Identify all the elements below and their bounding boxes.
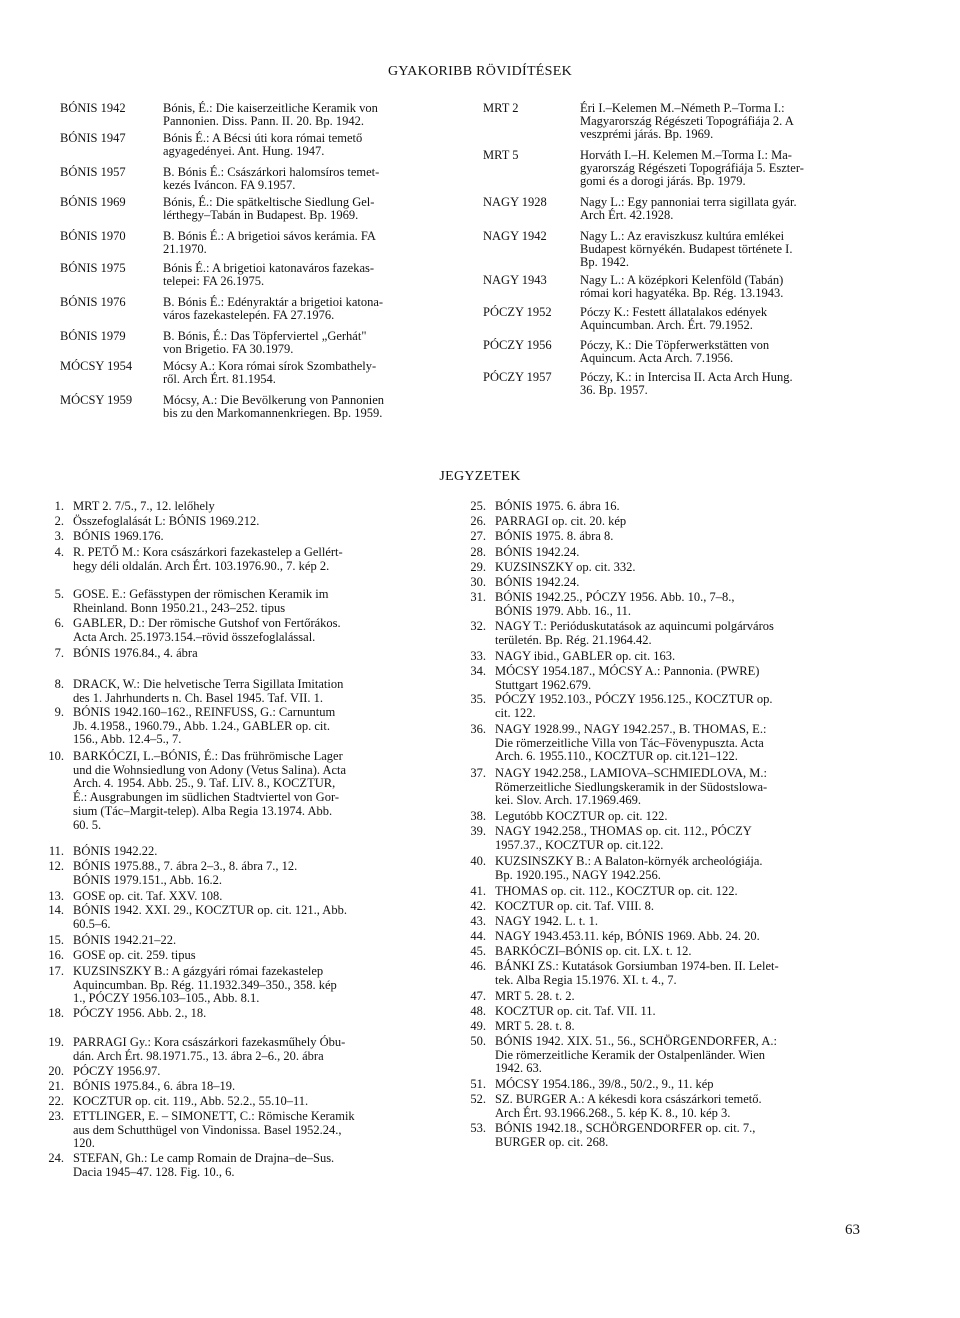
note-text: PARRAGI op. cit. 20. kép	[495, 514, 627, 528]
note-text: BARKÓCZI, L.–BÓNIS, É.: Das frührömische Lager und die Wohnsiedlung von Adony (Vetus Salina). Acta Arch. 4. 1954. Abb. 25., 9. Taf. LIV. 8., KOCZTUR, É.: Ausgrabungen im südlichen Stadtviertel von Gor- sium (Tác–Margit-telep). Alba Regia 13.1974. Abb. 60. 5.	[73, 749, 347, 832]
note-text: NAGY ibid., GABLER op. cit. 163.	[495, 649, 676, 663]
note-text: NAGY 1942.258., LAMIOVA–SCHMIEDLOVA, M.: Römerzeitliche Siedlungskeramik in der Südostslowa- kei. Slov. Arch. 17.1969.469.	[495, 766, 768, 808]
abbreviation-citation: Mócsy A.: Kora római sírok Szombathely- ről. Arch Ért. 81.1954.	[163, 359, 377, 386]
abbreviation-key: MÓCSY 1959	[60, 393, 133, 407]
notes-heading: JEGYZETEK	[439, 469, 521, 484]
note-number: 36.	[470, 722, 486, 736]
note-number: 29.	[470, 560, 486, 574]
note-number: 26.	[470, 514, 486, 528]
note-text: NAGY 1942.258., THOMAS op. cit. 112., PÓCZY 1957.37., KOCZTUR op. cit.122.	[495, 824, 752, 852]
abbreviation-key: BÓNIS 1975	[60, 261, 126, 275]
note-number: 20.	[48, 1064, 64, 1078]
note-text: BÓNIS 1942.22.	[73, 844, 158, 858]
note-number: 44.	[470, 929, 486, 943]
abbreviation-key: BÓNIS 1957	[60, 165, 126, 179]
abbreviation-key: BÓNIS 1970	[60, 229, 126, 243]
note-text: BARKÓCZI–BÓNIS op. cit. LX. t. 12.	[495, 944, 692, 958]
note-text: MÓCSY 1954.186., 39/8., 50/2., 9., 11. kép	[495, 1077, 714, 1091]
note-number: 41.	[470, 884, 486, 898]
abbreviation-key: BÓNIS 1947	[60, 131, 126, 145]
note-text: Legutóbb KOCZTUR op. cit. 122.	[495, 809, 668, 823]
note-text: PÓCZY 1956. Abb. 2., 18.	[73, 1006, 207, 1020]
abbreviation-citation: Bónis É.: A brigetioi katonaváros fazekas- telepei: FA 26.1975.	[163, 261, 375, 288]
note-text: NAGY 1943.453.11. kép, BÓNIS 1969. Abb. 24. 20.	[495, 929, 760, 943]
abbreviation-citation: Bónis É.: A Bécsi úti kora római temető agyagedényei. Ant. Hung. 1947.	[163, 131, 363, 158]
abbreviation-key: NAGY 1928	[483, 195, 547, 209]
note-text: MRT 5. 28. t. 8.	[495, 1019, 575, 1033]
note-number: 48.	[470, 1004, 486, 1018]
abbreviation-key: PÓCZY 1956	[483, 338, 552, 352]
note-text: PÓCZY 1952.103., PÓCZY 1956.125., KOCZTUR op. cit. 122.	[495, 692, 773, 720]
note-number: 43.	[470, 914, 486, 928]
abbreviation-key: PÓCZY 1957	[483, 370, 552, 384]
note-text: BÓNIS 1975.88., 7. ábra 2–3., 8. ábra 7., 12. BÓNIS 1979.151., Abb. 16.2.	[73, 859, 298, 887]
note-number: 10.	[48, 749, 64, 763]
note-number: 37.	[470, 766, 486, 780]
abbreviation-citation: Mócsy, A.: Die Bevölkerung von Pannonien bis zu den Markomannenkriegen. Bp. 1959.	[163, 393, 385, 420]
abbreviation-citation: B. Bónis É.: A brigetioi sávos kerámia. FA 21.1970.	[163, 229, 376, 256]
note-text: SZ. BURGER A.: A kékesdi kora császárkori temető. Arch Ért. 93.1966.268., 5. kép K. 8., 10. kép 3.	[495, 1092, 762, 1120]
abbreviation-key: MRT 5	[483, 148, 519, 162]
page-number: 63	[845, 1222, 860, 1238]
note-text: BÓNIS 1976.84., 4. ábra	[73, 646, 198, 660]
note-number: 40.	[470, 854, 486, 868]
note-number: 24.	[48, 1151, 64, 1165]
abbreviation-citation: Bónis, É.: Die spätkeltische Siedlung Gel- lérthegy–Tabán in Budapest. Bp. 1969.	[163, 195, 375, 222]
note-number: 49.	[470, 1019, 486, 1033]
note-text: KOCZTUR op. cit. Taf. VIII. 8.	[495, 899, 655, 913]
note-number: 30.	[470, 575, 486, 589]
note-number: 45.	[470, 944, 486, 958]
abbreviation-citation: Nagy L.: Az eraviszkusz kultúra emlékei Budapest környékén. Budapest története I. Bp. 1942.	[580, 229, 793, 269]
abbreviation-citation: Éri I.–Kelemen M.–Németh P.–Torma I.: Magyarország Régészeti Topográfiája 2. A veszprémi járás. Bp. 1969.	[580, 101, 794, 141]
note-number: 22.	[48, 1094, 64, 1108]
abbreviation-citation: B. Bónis É.: Edényraktár a brigetioi katona- város fazekastelepén. FA 27.1976.	[163, 295, 384, 322]
note-text: BÓNIS 1942. XXI. 29., KOCZTUR op. cit. 121., Abb. 60.5–6.	[73, 903, 347, 931]
abbreviation-citation: Póczy, K.: Die Töpferwerkstätten von Aquincum. Acta Arch. 7.1956.	[580, 338, 770, 365]
abbreviation-key: BÓNIS 1976	[60, 295, 126, 309]
note-text: PARRAGI Gy.: Kora császárkori fazekasműhely Óbu- dán. Arch Ért. 98.1971.75., 13. ábra 2–6., 20. ábra	[73, 1035, 346, 1063]
note-text: KUZSINSZKY B.: A Balaton-környék archeológiája. Bp. 1920.195., NAGY 1942.256.	[495, 854, 763, 882]
note-number: 53.	[470, 1121, 486, 1135]
note-number: 25.	[470, 499, 486, 513]
note-number: 21.	[48, 1079, 64, 1093]
note-number: 11.	[48, 844, 64, 858]
note-text: KOCZTUR op. cit. Taf. VII. 11.	[495, 1004, 656, 1018]
note-number: 2.	[54, 514, 64, 528]
note-number: 16.	[48, 948, 64, 962]
note-number: 50.	[470, 1034, 486, 1048]
note-number: 19.	[48, 1035, 64, 1049]
abbreviation-key: MÓCSY 1954	[60, 359, 133, 373]
note-text: NAGY 1928.99., NAGY 1942.257., B. THOMAS, E.: Die römerzeitliche Villa von Tác–Fövenypuszta. Acta Arch. 6. 1955.110., KOCZTUR op. cit.121–122.	[495, 722, 767, 764]
note-text: DRACK, W.: Die helvetische Terra Sigillata Imitation des 1. Jahrhunderts n. Ch. Basel 1945. Taf. VII. 1.	[73, 677, 344, 705]
abbreviation-citation: Póczy, K.: in Intercisa II. Acta Arch Hung. 36. Bp. 1957.	[580, 370, 793, 397]
note-number: 38.	[470, 809, 486, 823]
abbreviation-key: NAGY 1942	[483, 229, 547, 243]
abbreviation-key: PÓCZY 1952	[483, 305, 552, 319]
abbreviation-key: BÓNIS 1942	[60, 101, 126, 115]
note-number: 4.	[54, 545, 64, 559]
note-text: BÁNKI ZS.: Kutatások Gorsiumban 1974-ben. II. Lelet- tek. Alba Regia 15.1976. XI. t. 4., 7.	[495, 959, 779, 987]
note-text: BÓNIS 1942.21–22.	[73, 933, 177, 947]
note-text: BÓNIS 1942.25., PÓCZY 1956. Abb. 10., 7–8., BÓNIS 1979. Abb. 16., 11.	[495, 590, 735, 618]
note-text: KUZSINSZKY op. cit. 332.	[495, 560, 636, 574]
note-number: 8.	[54, 677, 64, 691]
note-text: MÓCSY 1954.187., MÓCSY A.: Pannonia. (PWRE) Stuttgart 1962.679.	[495, 664, 760, 692]
note-text: BÓNIS 1969.176.	[73, 529, 164, 543]
note-number: 47.	[470, 989, 486, 1003]
note-number: 52.	[470, 1092, 486, 1106]
note-number: 13.	[48, 889, 64, 903]
abbreviation-citation: Horváth I.–H. Kelemen M.–Torma I.: Ma- gyarország Régészeti Topográfiája 5. Eszter- gomi és a dorogi járás. Bp. 1979.	[580, 148, 804, 188]
note-number: 34.	[470, 664, 486, 678]
note-text: R. PETŐ M.: Kora császárkori fazekastelep a Gellért- hegy déli oldalán. Arch Ért. 103.1976.90., 7. kép 2.	[73, 545, 343, 573]
note-number: 15.	[48, 933, 64, 947]
note-text: BÓNIS 1975.84., 6. ábra 18–19.	[73, 1079, 236, 1093]
note-text: MRT 2. 7/5., 7., 12. lelőhely	[73, 499, 215, 513]
note-text: GOSE op. cit. 259. tipus	[73, 948, 196, 962]
note-text: BÓNIS 1942.24.	[495, 575, 580, 589]
note-text: THOMAS op. cit. 112., KOCZTUR op. cit. 122.	[495, 884, 738, 898]
note-number: 7.	[54, 646, 64, 660]
note-text: BÓNIS 1942.160–162., REINFUSS, G.: Carnuntum Jb. 4.1958., 1960.79., Abb. 1.24., GABLER op. cit. 156., Abb. 12.4–5., 7.	[73, 705, 336, 747]
note-number: 42.	[470, 899, 486, 913]
note-number: 39.	[470, 824, 486, 838]
note-text: NAGY T.: Perióduskutatások az aquincumi polgárváros területén. Bp. Rég. 21.1964.42.	[495, 619, 774, 647]
note-text: BÓNIS 1975. 6. ábra 16.	[495, 499, 620, 513]
note-number: 3.	[54, 529, 64, 543]
note-number: 14.	[48, 903, 64, 917]
note-text: ETTLINGER, E. – SIMONETT, C.: Römische Keramik aus dem Schutthügel von Vindonissa. Basel 1952.24., 120.	[73, 1109, 355, 1151]
note-number: 31.	[470, 590, 486, 604]
note-text: GOSE op. cit. Taf. XXV. 108.	[73, 889, 223, 903]
note-text: MRT 5. 28. t. 2.	[495, 989, 575, 1003]
abbreviations-heading: GYAKORIBB RÖVIDÍTÉSEK	[387, 64, 573, 79]
note-number: 46.	[470, 959, 486, 973]
abbreviation-key: MRT 2	[483, 101, 519, 115]
abbreviation-citation: Nagy L.: Egy pannoniai terra sigillata gyár. Arch Ért. 42.1928.	[580, 195, 797, 222]
abbreviation-citation: Bónis, É.: Die kaiserzeitliche Keramik von Pannonien. Diss. Pann. II. 20. Bp. 1942.	[163, 101, 378, 128]
note-text: Összefoglalását L: BÓNIS 1969.212.	[73, 514, 260, 528]
abbreviation-key: BÓNIS 1979	[60, 329, 126, 343]
abbreviation-citation: B. Bónis É.: Császárkori halomsíros temet- kezés Iváncon. FA 9.1957.	[163, 165, 380, 192]
note-number: 9.	[54, 705, 64, 719]
note-number: 33.	[470, 649, 486, 663]
abbreviation-citation: Nagy L.: A középkori Kelenföld (Tabán) római kori hagyatéka. Bp. Rég. 13.1943.	[580, 273, 784, 300]
abbreviation-key: BÓNIS 1969	[60, 195, 126, 209]
note-number: 18.	[48, 1006, 64, 1020]
note-number: 28.	[470, 545, 486, 559]
note-text: PÓCZY 1956.97.	[73, 1064, 161, 1078]
abbreviation-citation: B. Bónis, É.: Das Töpferviertel „Gerhát" von Brigetio. FA 30.1979.	[163, 329, 367, 356]
note-number: 51.	[470, 1077, 486, 1091]
note-number: 32.	[470, 619, 486, 633]
note-text: BÓNIS 1942. XIX. 51., 56., SCHÖRGENDORFER, A.: Die römerzeitliche Keramik der Ostalpenländer. Wien 1942. 63.	[495, 1034, 777, 1076]
abbreviation-key: NAGY 1943	[483, 273, 547, 287]
note-number: 35.	[470, 692, 486, 706]
note-number: 17.	[48, 964, 64, 978]
note-number: 12.	[48, 859, 64, 873]
note-number: 27.	[470, 529, 486, 543]
note-text: STEFAN, Gh.: Le camp Romain de Drajna–de–Sus. Dacia 1945–47. 128. Fig. 10., 6.	[73, 1151, 335, 1179]
note-text: KUZSINSZKY B.: A gázgyári római fazekastelep Aquincumban. Bp. Rég. 11.1932.349–350., 358. kép 1., PÓCZY 1956.103–105., Abb. 8.1.	[73, 964, 337, 1006]
note-number: 1.	[54, 499, 64, 513]
note-text: KOCZTUR op. cit. 119., Abb. 52.2., 55.10–11.	[73, 1094, 309, 1108]
note-text: GABLER, D.: Der römische Gutshof von Fertőrákos. Acta Arch. 25.1973.154.–rövid összefoglalással.	[73, 616, 341, 644]
note-text: NAGY 1942. L. t. 1.	[495, 914, 599, 928]
note-number: 23.	[48, 1109, 64, 1123]
note-number: 5.	[54, 587, 64, 601]
note-text: BÓNIS 1975. 8. ábra 8.	[495, 529, 614, 543]
abbreviation-citation: Póczy K.: Festett állatalakos edények Aquincumban. Arch. Ért. 79.1952.	[580, 305, 768, 332]
note-text: GOSE. E.: Gefässtypen der römischen Keramik im Rheinland. Bonn 1950.21., 243–252. tipus	[73, 587, 329, 615]
note-text: BÓNIS 1942.24.	[495, 545, 580, 559]
note-number: 6.	[54, 616, 64, 630]
note-text: BÓNIS 1942.18., SCHÖRGENDORFER op. cit. 7., BURGER op. cit. 268.	[495, 1121, 756, 1149]
